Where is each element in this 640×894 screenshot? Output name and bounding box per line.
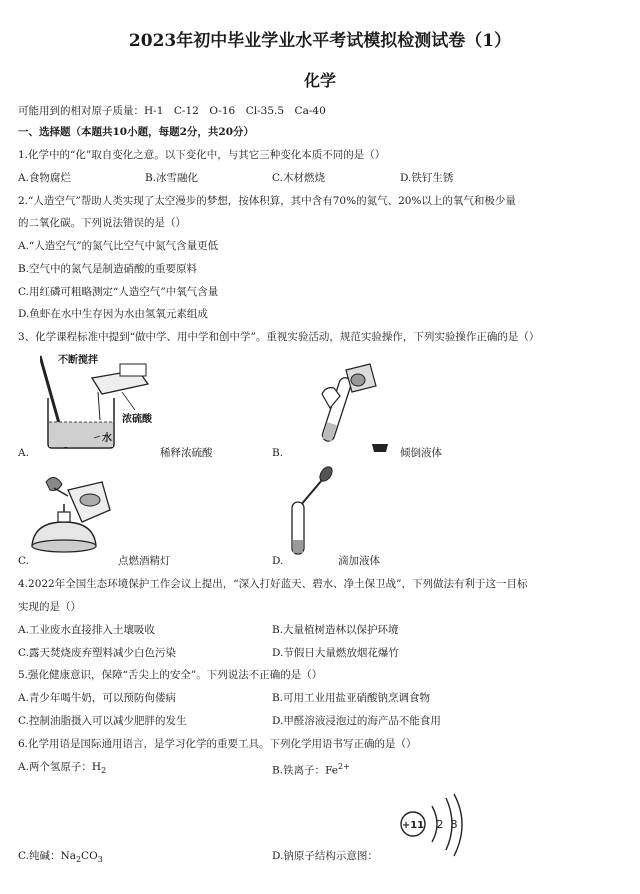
nucleus-charge: +11 <box>401 820 425 831</box>
q4-stem-line2: 实现的是（） <box>18 601 81 613</box>
shell1-electrons: 2 <box>436 818 444 831</box>
q4-option-d: D.节假日大量燃放烟花爆竹 <box>272 647 399 659</box>
q4-stem-line1: 4.2022年全国生态环境保护工作会议上提出，“深入打好蓝天、碧水、净土保卫战”，下列做法有利于这一目标 <box>18 578 528 590</box>
q2-option-d: D.鱼虾在水中生存因为水由氢氧元素组成 <box>18 308 208 320</box>
alcohol-lamp-figure <box>24 470 124 565</box>
q5-option-c: C.控制油脂摄入可以减少肥胖的发生 <box>18 715 187 727</box>
shell2-electrons: 8 <box>450 818 458 831</box>
q2-option-b: B.空气中的氮气是制造硝酸的重要原料 <box>18 263 198 275</box>
q5-stem: 5.强化健康意识，保障“舌尖上的安全”。下列说法不正确的是（） <box>18 669 323 681</box>
bottle-stopper <box>372 444 388 452</box>
atomic-masses: 可能用到的相对原子质量：H-1 C-12 O-16 Cl-35.5 Ca-40 <box>18 105 326 117</box>
q3-option-b: B. <box>272 447 284 459</box>
q2-stem-line2: 的二氧化碳。下列说法错误的是（） <box>18 217 186 229</box>
sodium-atom-diagram <box>396 790 476 860</box>
q5-option-d: D.甲醛溶液浸泡过的海产品不能食用 <box>272 715 441 727</box>
q6-option-b: B.铁离子：$Fe^{2+}$ <box>272 762 350 777</box>
q1-option-c: C.木材燃烧 <box>272 172 325 184</box>
q2-option-a: A.“人造空气”的氮气比空气中氮气含量更低 <box>18 240 219 252</box>
q1-option-b: B.冰雪融化 <box>145 172 199 184</box>
q4-option-b: B.大量植树造林以保护环境 <box>272 624 399 636</box>
q4-option-c: C.露天焚烧废弃塑料减少白色污染 <box>18 647 176 659</box>
q2-stem-line1: 2.“人造空气”帮助人类实现了太空漫步的梦想，按体积算，其中含有70%的氮气、20%以上的氧气和极少量 <box>18 195 516 207</box>
label-water: 水 <box>102 433 112 444</box>
pour-liquid-figure <box>300 358 410 458</box>
q6-option-d: D.钠原子结构示意图： <box>272 850 378 862</box>
dropper-figure <box>280 462 340 562</box>
caption-a: 稀释浓硫酸 <box>160 447 213 459</box>
section-heading: 一、选择题（本题共10小题，每题2分，共20分） <box>18 126 255 138</box>
q2-option-c: C.用红磷可粗略测定“人造空气”中氧气含量 <box>18 286 219 298</box>
q5-option-b: B.可用工业用盐亚硝酸钠烹调食物 <box>272 692 431 704</box>
q6-option-c: C.纯碱：$Na_2CO_3$ <box>18 850 103 865</box>
q6-stem: 6.化学用语是国际通用语言，是学习化学的重要工具。下列化学用语书写正确的是（） <box>18 738 417 750</box>
q1-stem: 1.化学中的“化”取自变化之意。以下变化中，与其它三种变化本质不同的是（） <box>18 149 386 161</box>
dropper-bulb <box>317 465 334 484</box>
caption-d: 滴加液体 <box>338 555 380 567</box>
exam-title: 2023年初中毕业学业水平考试模拟检测试卷（1） <box>128 31 512 51</box>
q1-option-d: D.铁钉生锈 <box>400 172 454 184</box>
dropper-tube <box>300 480 322 506</box>
label-concentrated-acid: 浓硫酸 <box>122 414 152 425</box>
exam-subject: 化学 <box>303 71 336 90</box>
q3-option-a: A. <box>18 447 29 459</box>
caption-c: 点燃酒精灯 <box>118 555 171 567</box>
q3-option-c: C. <box>18 555 29 567</box>
q4-option-a: A.工业废水直接排入土壤吸收 <box>18 624 155 636</box>
caption-b: 倾倒液体 <box>400 447 442 459</box>
label-stir: 不断搅拌 <box>58 355 98 366</box>
q6-option-a: A.两个氢原子：$H_2$ <box>18 761 107 776</box>
q1-option-a: A.食物腐烂 <box>18 172 71 184</box>
q3-option-d: D. <box>272 555 284 567</box>
q3-stem: 3、化学课程标准中提到“做中学、用中学和创中学”。重视实验活动，规范实验操作，下列实验操作正确的是（） <box>18 331 540 343</box>
q5-option-a: A.青少年喝牛奶，可以预防佝偻病 <box>18 692 176 704</box>
